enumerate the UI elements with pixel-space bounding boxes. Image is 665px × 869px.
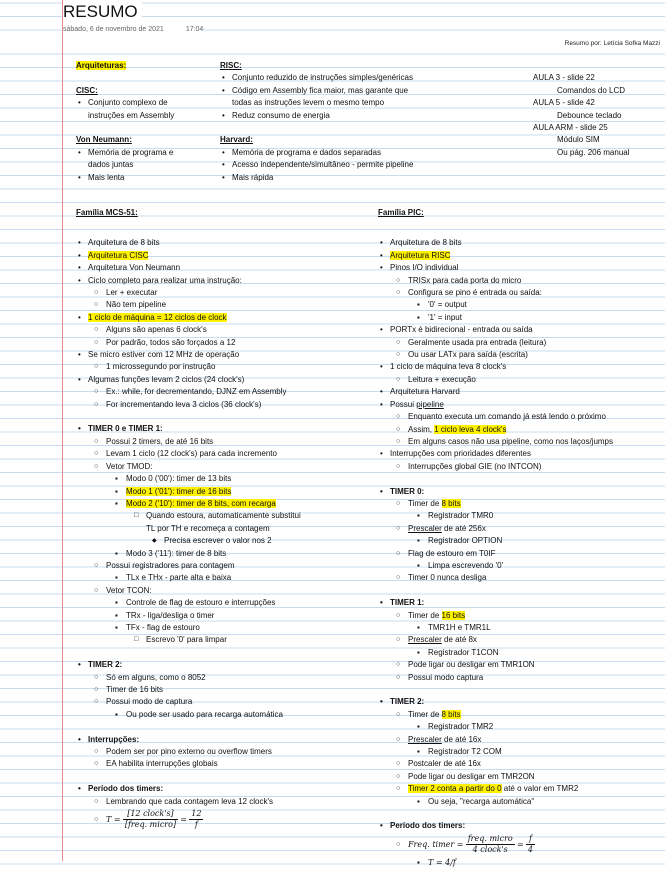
list-item: ▪ Modo 2 ('10'): timer de 8 bits, com recarga: [76, 498, 366, 510]
list-item: ○ For incrementando leva 3 ciclos (36 clock's): [76, 399, 366, 411]
list-item: • Arquitetura Harvard: [378, 386, 663, 398]
von-neumann-heading: Von Neumann:: [76, 135, 132, 145]
side-notes: [533, 72, 661, 159]
list-item: ○ Flag de estouro em T0IF: [378, 548, 663, 560]
list-item: • Arquitetura RISC: [378, 250, 663, 262]
page-date: sábado, 6 de novembro de 2021: [63, 26, 164, 33]
list-item: ▪ Ou seja, "recarga automática": [378, 796, 663, 808]
formula-fraction: $\frac{\text{freq. micro}}{\text{4 clock's}}$: [467, 834, 513, 855]
list-item: ▪ '0' = output: [378, 299, 663, 311]
list-item: ○ Pode ligar ou desligar em TMR2ON: [378, 771, 663, 783]
list-item: ○ Possui registradores para contagem: [76, 560, 366, 572]
pic-section: [378, 207, 663, 869]
list-item: • PORTx é bidirecional - entrada ou saída: [378, 324, 663, 336]
list-item: ▪ TFx - flag de estouro: [76, 622, 366, 634]
note-line: AULA 5 - slide 42: [533, 98, 595, 108]
list-item: ▪ TMR1H e TMR1L: [378, 622, 663, 634]
list-item: TL por TH e recomeça a contagem: [146, 523, 270, 533]
list-item: ○ Prescaler de até 256x: [378, 523, 663, 535]
list-item: ▪ '1' = input: [378, 312, 663, 324]
list-item: • Arquitetura Von Neumann: [76, 262, 366, 274]
list-item: ○ Configura se pino é entrada ou saída:: [378, 287, 663, 299]
list-item: ▪ Registrador TMR2: [378, 721, 663, 733]
list-item: ○ Enquanto executa um comando já está lendo o próximo: [378, 411, 663, 423]
list-item: • Interrupções com prioridades diferentes: [378, 448, 663, 460]
page-title: RESUMO: [63, 2, 142, 22]
timer2-heading: • TIMER 2:: [76, 659, 366, 671]
pic-period-heading: • Período dos timers:: [378, 820, 663, 832]
list-item: ○ Pode ligar ou desligar em TMR1ON: [378, 659, 663, 671]
list-item: ○ Ex.: while, for decrementando, DJNZ em Assembly: [76, 386, 366, 398]
list-item: ○ Timer 0 nunca desliga: [378, 572, 663, 584]
list-item: • Arquitetura CISC: [76, 250, 366, 262]
list-item: ○ Levam 1 ciclo (12 clock's) para cada incremento: [76, 448, 366, 460]
list-item: ○ Só em alguns, como o 8052: [76, 672, 366, 684]
list-item: • Memória de programa e: [76, 147, 216, 159]
list-item: ▪ TRx - liga/desliga o timer: [76, 610, 366, 622]
list-item: ○ Vetor TMOD:: [76, 461, 366, 473]
list-item: • Reduz consumo de energia: [220, 110, 520, 122]
formula-fraction: $\frac{f}{4}$: [527, 834, 533, 855]
architectures-heading: Arquiteturas:: [76, 61, 127, 70]
list-item: ▪ Modo 0 ('00'): timer de 13 bits: [76, 473, 366, 485]
formula-fraction: $\frac{12}{f}$: [191, 809, 202, 830]
list-item: ○ Prescaler de até 8x: [378, 634, 663, 646]
list-item: □ Quando estoura, automaticamente substitui: [76, 510, 366, 522]
list-item: • Algumas funções levam 2 ciclos (24 clock's): [76, 374, 366, 386]
list-item: ○ 1 microssegundo por instrução: [76, 361, 366, 373]
list-item: ○ Lembrando que cada contagem leva 12 clock's: [76, 796, 366, 808]
list-item: • Acesso independente/simultâneo - permite pipeline: [220, 159, 520, 171]
list-item: ○ Por padrão, todos são forçados a 12: [76, 337, 366, 349]
list-item: ○ Timer 2 conta a partir do 0 até o valor em TMR2: [378, 783, 663, 795]
pic-timer0-heading: • TIMER 0:: [378, 486, 663, 498]
note-line: Módulo SIM: [557, 135, 600, 145]
list-item: ○ Timer de 16 bits: [378, 610, 663, 622]
list-item: ▪ Modo 3 ('11'): timer de 8 bits: [76, 548, 366, 560]
interrupts-heading: • Interrupções:: [76, 734, 366, 746]
list-item: ○ Vetor TCON:: [76, 585, 366, 597]
list-item: ○ Geralmente usada pra entrada (leitura): [378, 337, 663, 349]
list-item: ○ Assim, 1 ciclo leva 4 clock's: [378, 424, 663, 436]
list-item: ○ EA habilita interrupções globais: [76, 758, 366, 770]
period-heading: • Período dos timers:: [76, 783, 366, 795]
list-item: ○ Timer de 16 bits: [76, 684, 366, 696]
pic-timer1-heading: • TIMER 1:: [378, 597, 663, 609]
list-item: ○ Podem ser por pino externo ou overflow timers: [76, 746, 366, 758]
list-item: ▪ Modo 1 ('01'): timer de 16 bits: [76, 486, 366, 498]
list-item: • Conjunto complexo de: [76, 97, 216, 109]
list-item: ○ Interrupções global GIE (no INTCON): [378, 461, 663, 473]
pic-heading: Família PIC:: [378, 208, 424, 217]
list-item: • Arquitetura de 8 bits: [378, 237, 663, 249]
list-item: ▪ Registrador TMR0: [378, 510, 663, 522]
page-meta: [63, 26, 203, 33]
list-item: □ Escrevo '0' para limpar: [76, 634, 366, 646]
list-item: • Se micro estiver com 12 MHz de operação: [76, 349, 366, 361]
list-item: todas as instruções levem o mesmo tempo: [232, 98, 385, 108]
list-item: • 1 ciclo de máquina leva 8 clock's: [378, 361, 663, 373]
list-item: ▪ TLx e THx - parte alta e baixa: [76, 572, 366, 584]
list-item: • 1 ciclo de máquina = 12 ciclos de clock: [76, 312, 366, 324]
list-item: • Mais lenta: [76, 172, 216, 184]
pic-period-result: ▪ T = 4/f: [378, 857, 663, 869]
harvard-heading: Harvard:: [220, 135, 253, 145]
formula-fraction: $\frac{\text{[12 clock's]}}{\text{[freq. micro]}}$: [124, 809, 177, 830]
list-item: ○ Leitura + execução: [378, 374, 663, 386]
list-item: ○ Possui modo captura: [378, 672, 663, 684]
note-line: Debounce teclado: [557, 110, 622, 120]
list-item: instruções em Assembly: [88, 110, 175, 120]
risc-heading: RISC:: [220, 61, 242, 70]
cisc-heading: CISC:: [76, 85, 98, 95]
list-item: ○ Ou usar LATx para saída (escrita): [378, 349, 663, 361]
list-item: ▪ Registrador T2 COM: [378, 746, 663, 758]
list-item: • Mais rápida: [220, 172, 520, 184]
list-item: ▪ Ou pode ser usado para recarga automática: [76, 709, 366, 721]
list-item: ○ Possui modo de captura: [76, 696, 366, 708]
page-time: 17:04: [185, 26, 204, 33]
list-item: • Possui pipeline: [378, 399, 663, 411]
list-item: • Ciclo completo para realizar uma instrução:: [76, 275, 366, 287]
list-item: ○ Timer de 8 bits: [378, 709, 663, 721]
list-item: • Arquitetura de 8 bits: [76, 237, 366, 249]
list-item: ○ Alguns são apenas 6 clock's: [76, 324, 366, 336]
list-item: • Conjunto reduzido de instruções simples/genéricas: [220, 72, 520, 84]
list-item: ○ Não tem pipeline: [76, 299, 366, 311]
list-item: ○ Timer de 8 bits: [378, 498, 663, 510]
list-item: ▪ Registrador OPTION: [378, 535, 663, 547]
list-item: ○ Prescaler de até 16x: [378, 734, 663, 746]
list-item: ○ Postcaler de até 16x: [378, 758, 663, 770]
note-line: AULA ARM - slide 25: [533, 123, 608, 133]
list-item: • Pinos I/O individual: [378, 262, 663, 274]
note-line: Comandos do LCD: [557, 85, 626, 95]
list-item: ▪ Controle de flag de estouro e interrupções: [76, 597, 366, 609]
list-item: ○ TRISx para cada porta do micro: [378, 275, 663, 287]
pic-period-formula: ○ Freq. timer = $\frac{\text{freq. micro}}{\text{4 clock's}}$ = $\frac{f}{4}$: [378, 833, 663, 857]
list-item: ▪ Registrador T1CON: [378, 647, 663, 659]
notebook-margin-line: [62, 0, 63, 861]
list-item: ○ Possui 2 timers, de até 16 bits: [76, 436, 366, 448]
list-item: ○ Em alguns casos não usa pipeline, como nos laços/jumps: [378, 436, 663, 448]
timer0-1-heading: • TIMER 0 e TIMER 1:: [76, 423, 366, 435]
mcs51-heading: Família MCS-51:: [76, 208, 138, 217]
list-item: ○ Ler + executar: [76, 287, 366, 299]
architectures-middle: [220, 60, 520, 184]
list-item: • Código em Assembly fica maior, mas garante que: [220, 85, 520, 97]
list-item: ◆ Precisa escrever o valor nos 2: [76, 535, 366, 547]
list-item: ▪ Limpa escrevendo '0': [378, 560, 663, 572]
note-line: Ou pág. 206 manual: [557, 147, 630, 157]
note-line: AULA 3 - slide 22: [533, 73, 595, 83]
pic-timer2-heading: • TIMER 2:: [378, 696, 663, 708]
period-formula: ○ T = $\frac{\text{[12 clock's]}}{\text{[freq. micro]}}$ = $\frac{12}{f}$: [76, 808, 366, 832]
list-item: • Memória de programa e dados separadas: [220, 147, 520, 159]
architectures-left: [76, 60, 216, 184]
list-item: dados juntas: [88, 160, 134, 170]
author-note: Resumo por: Letícia Sofka Mazzi: [564, 40, 660, 47]
mcs51-section: [76, 207, 366, 832]
